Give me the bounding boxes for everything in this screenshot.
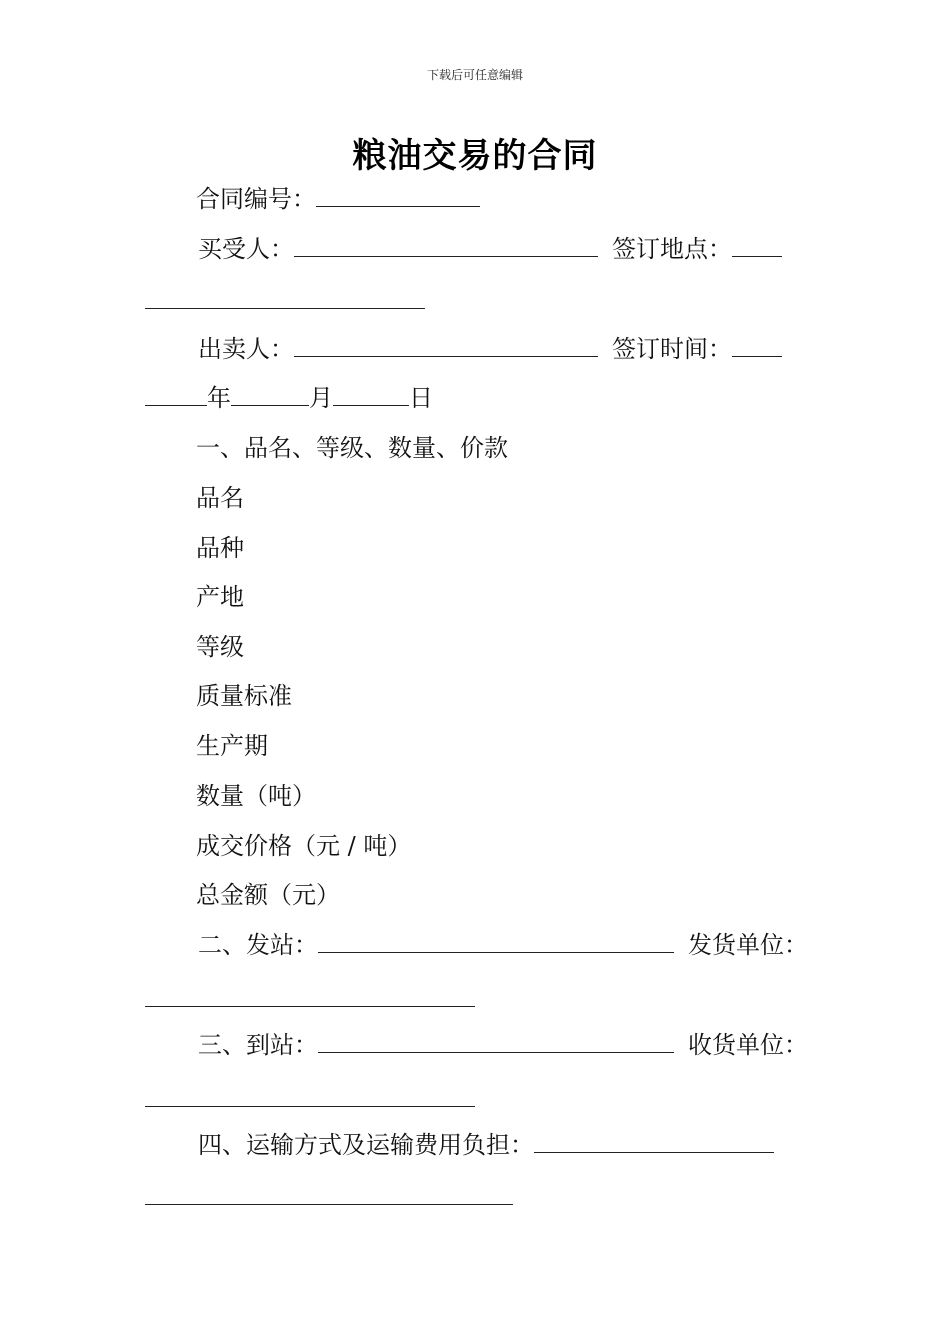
item-origin: 产地 bbox=[196, 583, 244, 611]
sign-time-label: 签订时间： bbox=[612, 335, 732, 363]
departure-station-label: 二、发站： bbox=[198, 931, 318, 959]
seller-label: 出卖人： bbox=[198, 335, 294, 363]
transport-label: 四、运输方式及运输费用负担： bbox=[198, 1131, 534, 1159]
section4-row bbox=[198, 1130, 774, 1160]
sign-place-blank[interactable] bbox=[732, 234, 782, 257]
contract-no-row bbox=[196, 184, 480, 214]
sign-place-continuation-blank[interactable] bbox=[145, 308, 425, 309]
seller-blank[interactable] bbox=[294, 334, 598, 357]
section2-row bbox=[198, 930, 808, 960]
transport-blank[interactable] bbox=[534, 1130, 774, 1153]
buyer-row bbox=[198, 234, 782, 264]
contract-no-blank[interactable] bbox=[316, 184, 480, 207]
departure-station-blank[interactable] bbox=[318, 930, 674, 953]
sign-place-label: 签订地点： bbox=[612, 235, 732, 263]
document-title: 粮油交易的合同 bbox=[352, 136, 598, 176]
item-production-period: 生产期 bbox=[196, 732, 268, 760]
seller-row bbox=[198, 334, 782, 364]
item-quantity: 数量（吨） bbox=[196, 782, 316, 810]
transport-continuation-blank[interactable] bbox=[145, 1204, 513, 1205]
buyer-blank[interactable] bbox=[294, 234, 598, 257]
month-label: 月 bbox=[309, 384, 333, 412]
day-blank[interactable] bbox=[333, 383, 409, 406]
item-variety: 品种 bbox=[196, 534, 244, 562]
day-label: 日 bbox=[409, 384, 433, 412]
date-row bbox=[145, 383, 433, 413]
section1-heading: 一、品名、等级、数量、价款 bbox=[196, 434, 508, 462]
section3-row bbox=[198, 1030, 808, 1060]
year-label: 年 bbox=[207, 384, 231, 412]
month-blank[interactable] bbox=[231, 383, 309, 406]
buyer-label: 买受人： bbox=[198, 235, 294, 263]
sign-time-blank[interactable] bbox=[732, 334, 782, 357]
item-price: 成交价格（元 / 吨） bbox=[196, 832, 412, 860]
arrival-station-blank[interactable] bbox=[318, 1030, 674, 1053]
arrival-station-label: 三、到站： bbox=[198, 1031, 318, 1059]
header-note: 下载后可任意编辑 bbox=[426, 68, 523, 82]
item-total-amount: 总金额（元） bbox=[196, 881, 340, 909]
contract-no-label: 合同编号： bbox=[196, 185, 316, 213]
item-quality-standard: 质量标准 bbox=[196, 682, 292, 710]
item-product-name: 品名 bbox=[196, 484, 244, 512]
consignee-blank[interactable] bbox=[145, 1106, 475, 1107]
year-blank[interactable] bbox=[145, 383, 207, 406]
shipper-label: 发货单位： bbox=[688, 931, 808, 959]
item-grade: 等级 bbox=[196, 633, 244, 661]
shipper-blank[interactable] bbox=[145, 1006, 475, 1007]
consignee-label: 收货单位： bbox=[688, 1031, 808, 1059]
